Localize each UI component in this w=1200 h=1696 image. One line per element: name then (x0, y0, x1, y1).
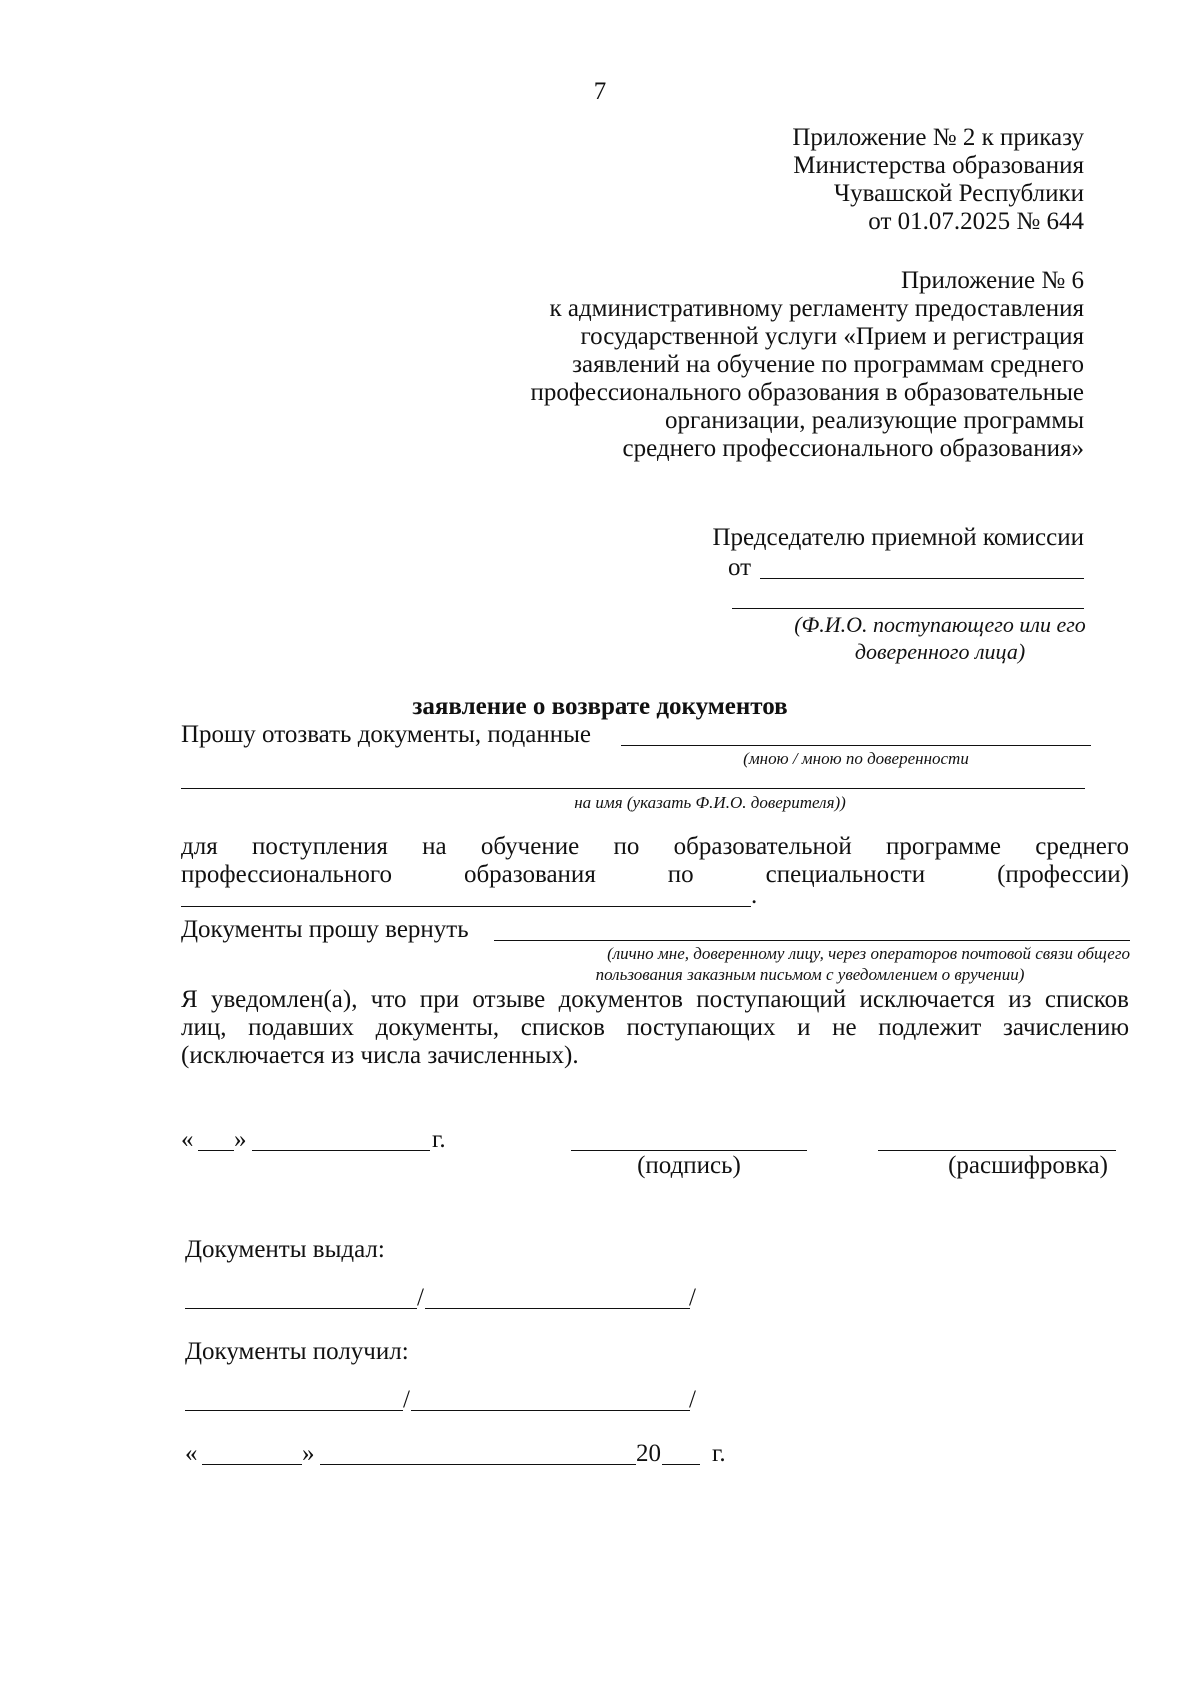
return-method-hint-1: (лично мне, доверенному лицу, через операторов почтовой связи общего (607, 944, 1130, 963)
received-name-line[interactable] (411, 1410, 690, 1411)
submitted-by-hint: (мною / мною по доверенности (743, 749, 969, 768)
received-label: Документы получил: (185, 1338, 409, 1365)
received-slash-2: / (689, 1386, 696, 1413)
principal-name-line[interactable] (181, 788, 1085, 789)
from-field-line[interactable] (760, 578, 1084, 579)
date-year-suffix: г. (432, 1126, 446, 1153)
notice-line-3: (исключается из числа зачисленных). (181, 1042, 579, 1069)
page-number: 7 (593, 78, 607, 105)
appendix-2-line: Министерства образования (793, 152, 1084, 179)
final-date-month-line[interactable] (320, 1464, 636, 1465)
date-quote-close: » (234, 1126, 247, 1153)
addressee-title: Председателю приемной комиссии (712, 524, 1084, 551)
appendix-6-line: Приложение № 6 (900, 267, 1084, 294)
program-paragraph-line-2: профессионального образования по специальности (профессии) (181, 861, 1129, 888)
request-lead: Прошу отозвать документы, поданные (181, 721, 592, 748)
program-paragraph-line-1: для поступления на обучение по образовательной программе среднего (181, 833, 1129, 860)
issued-label: Документы выдал: (185, 1236, 385, 1263)
return-method-line[interactable] (494, 940, 1130, 941)
fio-caption-1: (Ф.И.О. поступающего или его (794, 612, 1086, 637)
appendix-2-header (792, 124, 1084, 236)
issued-slash-2: / (689, 1284, 696, 1311)
appendix-2-line: Чувашской Республики (833, 180, 1084, 207)
from-label: от (728, 554, 752, 581)
appendix-6-line: государственной услуги «Прием и регистрация (580, 323, 1084, 350)
final-date-year-prefix: 20 (636, 1440, 661, 1467)
notice-line-2: лиц, подавших документы, списков поступающих и не подлежит зачислению (181, 1014, 1129, 1041)
final-date-quote-open: « (185, 1440, 198, 1467)
issued-slash-1: / (417, 1284, 424, 1311)
specialty-line[interactable] (181, 906, 751, 907)
appendix-6-line: среднего профессионального образования» (622, 435, 1084, 462)
submitted-by-line[interactable] (621, 745, 1091, 746)
appendix-2-line: от 01.07.2025 № 644 (868, 208, 1084, 235)
return-lead: Документы прошу вернуть (181, 916, 469, 943)
document-title: заявление о возврате документов (412, 693, 788, 720)
notice-line-1: Я уведомлен(а), что при отзыве документов поступающий исключается из списков (181, 986, 1129, 1013)
issued-signature-line[interactable] (185, 1308, 417, 1309)
date-quote-open: « (181, 1126, 194, 1153)
signature-line[interactable] (571, 1150, 807, 1151)
return-method-hint-2: пользования заказным письмом с уведомлением о вручении) (595, 965, 1025, 984)
received-signature-line[interactable] (185, 1410, 403, 1411)
final-date-day-line[interactable] (202, 1464, 302, 1465)
received-slash-1: / (403, 1386, 410, 1413)
appendix-6-line: организации, реализующие программы (665, 407, 1084, 434)
appendix-6-header (530, 267, 1084, 463)
appendix-6-line: профессионального образования в образовательные (530, 379, 1084, 406)
final-date-quote-close: » (302, 1440, 315, 1467)
appendix-2-line: Приложение № 2 к приказу (792, 124, 1084, 151)
date-month-line[interactable] (252, 1150, 430, 1151)
appendix-6-line: к административному регламенту предоставления (549, 295, 1084, 322)
appendix-6-line: заявлений на обучение по программам среднего (572, 351, 1084, 378)
signature-decode-caption: (расшифровка) (948, 1152, 1108, 1179)
date-day-line[interactable] (198, 1150, 234, 1151)
final-date-year-line[interactable] (662, 1464, 700, 1465)
final-date-year-suffix: г. (712, 1440, 726, 1467)
fio-caption-2: доверенного лица) (854, 639, 1026, 664)
specialty-period: . (751, 882, 758, 909)
from-field-line-2[interactable] (732, 608, 1084, 609)
signature-caption: (подпись) (637, 1152, 741, 1179)
principal-name-hint: на имя (указать Ф.И.О. доверителя)) (574, 793, 846, 812)
issued-name-line[interactable] (425, 1308, 690, 1309)
signature-decode-line[interactable] (878, 1150, 1116, 1151)
